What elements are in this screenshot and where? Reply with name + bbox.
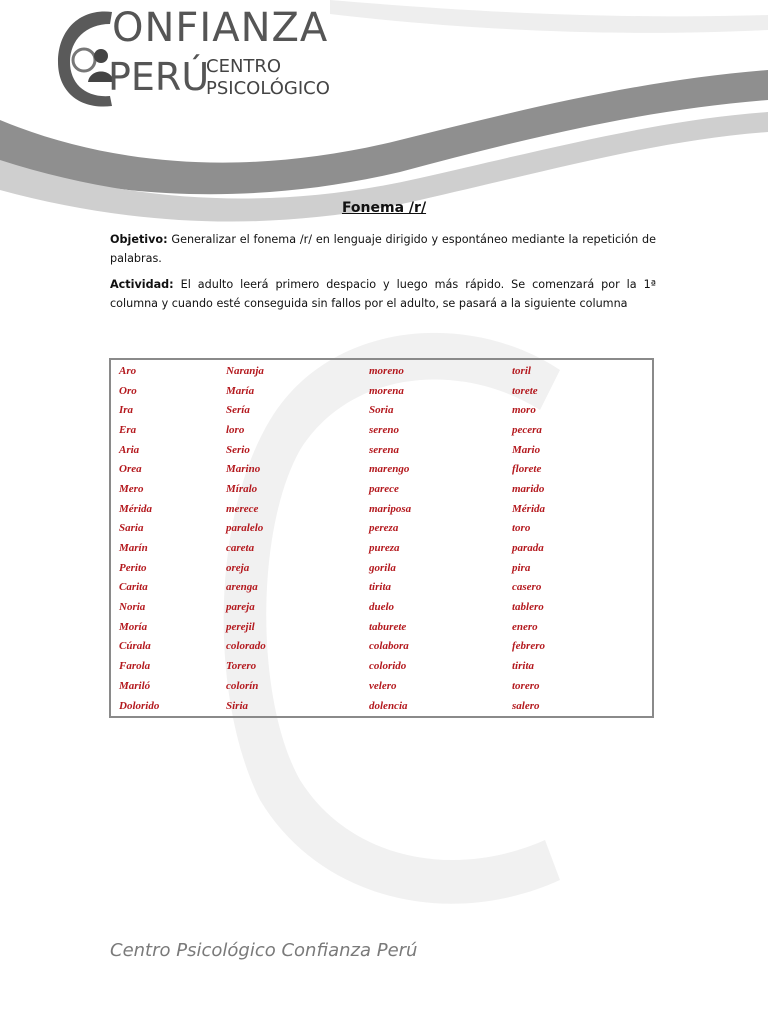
word-cell: María — [226, 384, 255, 397]
objective-label: Objetivo: — [110, 233, 168, 246]
word-cell: parada — [512, 542, 544, 555]
word-cell: marengo — [369, 463, 410, 476]
word-cell: taburete — [369, 620, 407, 633]
word-cell: duelo — [369, 601, 395, 614]
word-cell: oreja — [226, 561, 250, 574]
word-cell: paralelo — [226, 522, 264, 535]
word-cell: Mérida — [512, 502, 545, 515]
word-cell: Ira — [119, 404, 134, 417]
word-cell: Noria — [119, 601, 146, 614]
table-row — [119, 519, 642, 539]
word-cell: toro — [512, 522, 531, 535]
word-cell: Marín — [119, 542, 148, 555]
table-row — [119, 361, 642, 381]
word-cell: velero — [369, 679, 397, 692]
word-cell: colorado — [226, 640, 266, 653]
word-cell: Naranja — [226, 364, 264, 377]
footer-text: Centro Psicológico Confianza Perú — [110, 940, 418, 961]
word-cell: torero — [512, 679, 540, 692]
word-cell: Sería — [226, 404, 250, 417]
word-cell: serena — [369, 443, 399, 456]
word-cell: Farola — [119, 660, 151, 673]
logo-text-confianza: ONFIANZA — [112, 5, 329, 51]
activity-paragraph — [110, 275, 656, 313]
table-row — [119, 617, 642, 637]
word-cell: Soria — [369, 404, 394, 417]
word-cell: Era — [119, 423, 137, 436]
word-cell: Aro — [119, 364, 137, 377]
table-row — [119, 538, 642, 558]
word-cell: pureza — [369, 542, 400, 555]
table-row — [119, 676, 642, 696]
table-row — [119, 400, 642, 420]
word-cell: colabora — [369, 640, 409, 653]
word-cell: Dolorido — [119, 699, 160, 712]
word-cell: Oro — [119, 384, 137, 397]
word-cell: florete — [512, 463, 542, 476]
word-cell: colorido — [369, 660, 407, 673]
word-cell: gorila — [369, 561, 396, 574]
logo-mark — [58, 12, 114, 107]
table-row — [119, 558, 642, 578]
word-cell: parece — [369, 482, 399, 495]
objective-paragraph — [110, 230, 656, 268]
word-cell: pecera — [512, 423, 542, 436]
word-cell: Cúrala — [119, 640, 151, 653]
header-wave-top — [330, 0, 768, 33]
word-cell: pereza — [369, 522, 399, 535]
logo-text-psicologico: PSICOLÓGICO — [206, 78, 330, 99]
word-cell: Orea — [119, 463, 142, 476]
word-cell: Serio — [226, 443, 250, 456]
word-cell: febrero — [512, 640, 545, 653]
word-cell: Siria — [226, 699, 249, 712]
word-cell: colorín — [226, 679, 259, 692]
word-cell: Míralo — [226, 482, 258, 495]
word-cell: mariposa — [369, 502, 412, 515]
activity-text: El adulto leerá primero despacio y luego más rápido. Se comenzará por la 1ª columna y cuando esté conseguida sin fallos por el adulto, se pasará a la siguiente columna — [110, 278, 657, 310]
word-cell: loro — [226, 423, 245, 436]
table-row — [119, 479, 642, 499]
table-row — [119, 597, 642, 617]
word-cell: sereno — [369, 423, 399, 436]
table-row — [119, 420, 642, 440]
word-cell: marido — [512, 482, 545, 495]
word-cell: torete — [512, 384, 538, 397]
word-cell: Mariló — [119, 679, 151, 692]
word-cell: moro — [512, 404, 536, 417]
word-cell: Mario — [512, 443, 541, 456]
word-cell: Marino — [226, 463, 261, 476]
word-cell: tirita — [512, 660, 535, 673]
table-row — [119, 578, 642, 598]
word-cell: casero — [512, 581, 542, 594]
table-row — [119, 656, 642, 676]
table-row — [119, 381, 642, 401]
word-cell: pira — [512, 561, 531, 574]
table-row — [119, 499, 642, 519]
word-cell: pareja — [226, 601, 255, 614]
word-cell: Moría — [119, 620, 148, 633]
logo-text-peru: PERÚ — [108, 55, 210, 99]
word-cell: enero — [512, 620, 538, 633]
word-cell: morena — [369, 384, 404, 397]
word-table — [109, 358, 654, 718]
word-cell: arenga — [226, 581, 258, 594]
word-cell: Mero — [119, 482, 144, 495]
table-row — [119, 440, 642, 460]
word-cell: tablero — [512, 601, 544, 614]
activity-label: Actividad: — [110, 278, 174, 291]
word-cell: dolencia — [369, 699, 408, 712]
table-row — [119, 637, 642, 657]
objective-text: Generalizar el fonema /r/ en lenguaje dirigido y espontáneo mediante la repetición de palabras. — [110, 233, 657, 265]
document-title: Fonema /r/ — [341, 200, 427, 216]
word-cell: Aria — [119, 443, 140, 456]
table-row — [119, 459, 642, 479]
word-cell: toril — [512, 364, 531, 377]
table-row — [119, 696, 642, 716]
word-cell: Perito — [119, 561, 147, 574]
word-cell: Mérida — [119, 502, 152, 515]
word-cell: tirita — [369, 581, 392, 594]
word-cell: Saria — [119, 522, 144, 535]
logo-text-centro: CENTRO — [206, 56, 282, 77]
word-cell: perejil — [226, 620, 255, 633]
word-cell: salero — [512, 699, 540, 712]
word-cell: Carita — [119, 581, 148, 594]
word-cell: moreno — [369, 364, 404, 377]
word-cell: careta — [226, 542, 255, 555]
word-cell: Torero — [226, 660, 257, 673]
word-table-body — [119, 361, 642, 715]
word-cell: merece — [226, 502, 259, 515]
